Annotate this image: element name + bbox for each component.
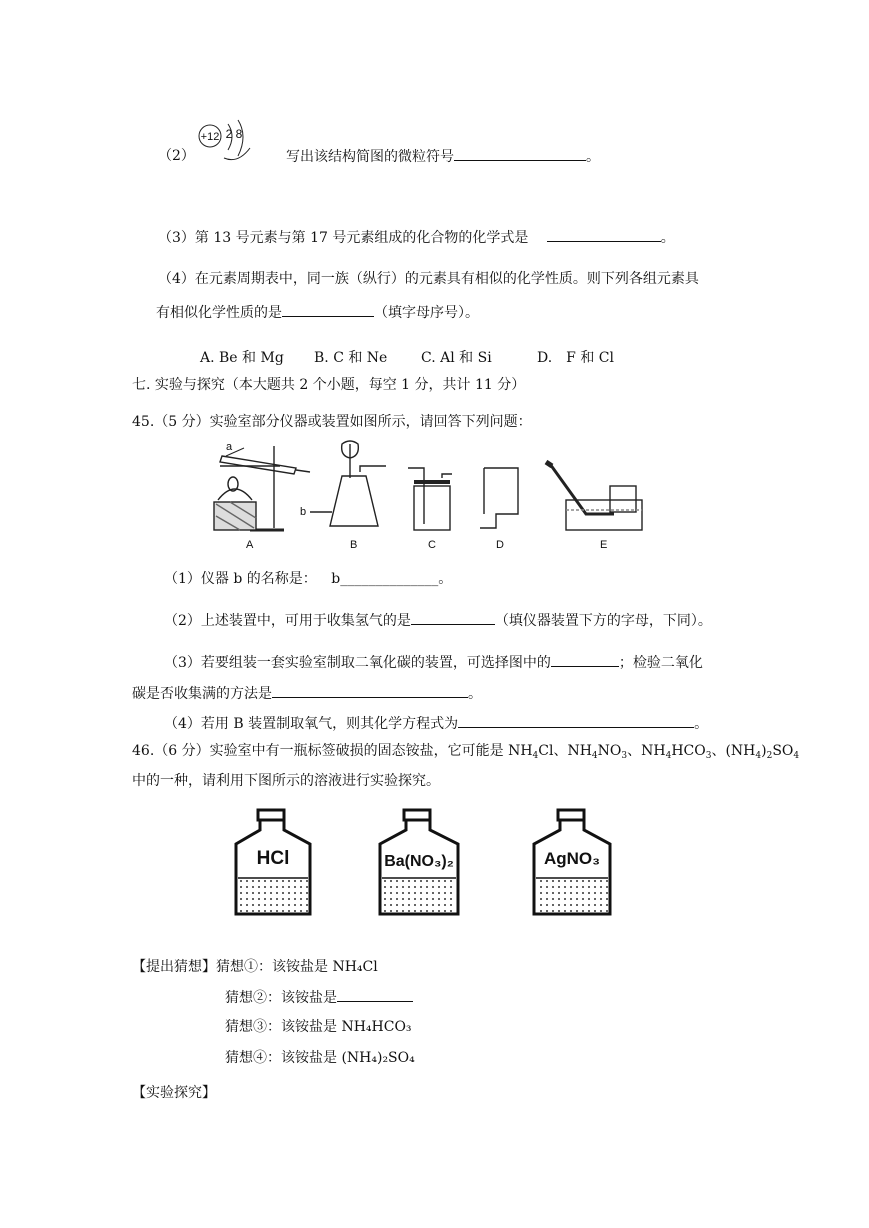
q46-stem-line1: 46.（6 分）实验室中有一瓶标签破损的固态铵盐，它可能是 $NH_4Cl$、$NH_4NO_3$、$NH_4HCO_3$、$(NH_4)_2SO_4$ xyxy=(132,743,800,761)
q45-part1 xyxy=(164,569,452,589)
label-b: b xyxy=(300,506,307,518)
bottle-agno3-label: AgNO₃ xyxy=(543,849,601,868)
q45-p2-prompt: （2）上述装置中，可用于收集氢气的是 xyxy=(164,613,411,629)
q3-line xyxy=(158,227,675,248)
q4-hint: （填字母序号）。 xyxy=(374,305,479,321)
q4-option-d: D. F 和 Cl xyxy=(537,350,614,366)
q45-p1-answer[interactable]: b______________。 xyxy=(331,571,453,587)
q46-stem-prompt: 46.（6 分）实验室中有一瓶标签破损的固态铵盐，它可能是 NH xyxy=(132,743,533,759)
bottle-hcl-label: HCl xyxy=(256,848,290,869)
guess-4: 猜想④：该铵盐是 (NH₄)₂SO₄ xyxy=(225,1050,415,1066)
q2-end: 。 xyxy=(586,149,600,165)
q45-p2-blank[interactable] xyxy=(411,610,495,625)
q45-part3 xyxy=(164,652,703,673)
q4-option-b: B. C 和 Ne xyxy=(314,350,388,366)
shell-electrons: 2 8 xyxy=(225,127,243,141)
q4-answer-blank[interactable] xyxy=(282,302,374,317)
q45-p3-blank2[interactable] xyxy=(272,683,468,698)
label-C: C xyxy=(428,539,436,551)
label-B: B xyxy=(350,539,358,551)
q45-part2 xyxy=(164,610,712,631)
guess-2: 猜想②：该铵盐是 xyxy=(225,990,337,1006)
q45-p3-mid: ；检验二氧化 xyxy=(618,655,703,671)
label-a: a xyxy=(226,441,233,453)
explore-heading: 【实验探究】 xyxy=(132,1085,216,1101)
label-E: E xyxy=(600,539,608,551)
q3-end: 。 xyxy=(660,230,675,246)
guess-section xyxy=(132,957,378,977)
q45-p3-blank1[interactable] xyxy=(551,652,619,667)
q45-p3-end: 。 xyxy=(468,686,482,702)
q2-prompt: 写出该结构简图的微粒符号 xyxy=(286,149,454,165)
label-D: D xyxy=(496,539,504,551)
guess-heading: 【提出猜想】 xyxy=(132,959,216,975)
q3-prompt: （3）第 13 号元素与第 17 号元素组成的化合物的化学式是 xyxy=(158,230,529,246)
q4-line2 xyxy=(156,302,479,323)
q45-part4 xyxy=(164,713,708,734)
q2-label: （2） xyxy=(158,148,195,164)
q45-p1-prompt: （1）仪器 b 的名称是： xyxy=(164,571,317,587)
atom-structure-diagram xyxy=(194,118,260,166)
guess-3: 猜想③：该铵盐是 NH₄HCO₃ xyxy=(225,1019,412,1035)
section-7-heading: 七. 实验与探究（本大题共 2 个小题，每空 1 分，共计 11 分） xyxy=(132,377,526,393)
q45-p2-hint: （填仪器装置下方的字母，下同）。 xyxy=(494,613,712,629)
lab-apparatus-figure xyxy=(200,438,660,554)
label-A: A xyxy=(246,539,254,551)
q4-line1: （4）在元素周期表中，同一族（纵行）的元素具有相似的化学性质。则下列各组元素具 xyxy=(158,271,699,287)
q45-part3-line2 xyxy=(132,683,482,704)
reagent-bottles-figure xyxy=(226,806,626,920)
q45-p3-prompt2: 碳是否收集满的方法是 xyxy=(132,686,272,702)
q2-text xyxy=(286,146,600,167)
nucleus-charge: +12 xyxy=(200,131,220,143)
q45-p4-blank[interactable] xyxy=(458,713,694,728)
guess-1: 猜想①：该铵盐是 NH₄Cl xyxy=(216,959,378,975)
q45-p3-prompt: （3）若要组装一套实验室制取二氧化碳的装置，可选择图中的 xyxy=(164,655,551,671)
q2-answer-blank[interactable] xyxy=(454,146,586,161)
q4-option-a: A. Be 和 Mg xyxy=(200,350,284,366)
q3-answer-blank[interactable] xyxy=(547,227,661,242)
q4-prompt: 有相似化学性质的是 xyxy=(156,305,282,321)
q45-p4-prompt: （4）若用 B 装置制取氧气，则其化学方程式为 xyxy=(164,716,459,732)
q4-option-c: C. Al 和 Si xyxy=(421,350,492,366)
bottle-bano3-label: Ba(NO₃)₂ xyxy=(384,853,454,870)
guess-2-blank[interactable] xyxy=(337,987,413,1002)
q46-stem-line2: 中的一种，请利用下图所示的溶液进行实验探究。 xyxy=(132,773,440,789)
guess-2-line xyxy=(225,987,413,1008)
q45-p4-end: 。 xyxy=(694,716,709,732)
q45-stem: 45.（5 分）实验室部分仪器或装置如图所示，请回答下列问题： xyxy=(132,414,532,430)
